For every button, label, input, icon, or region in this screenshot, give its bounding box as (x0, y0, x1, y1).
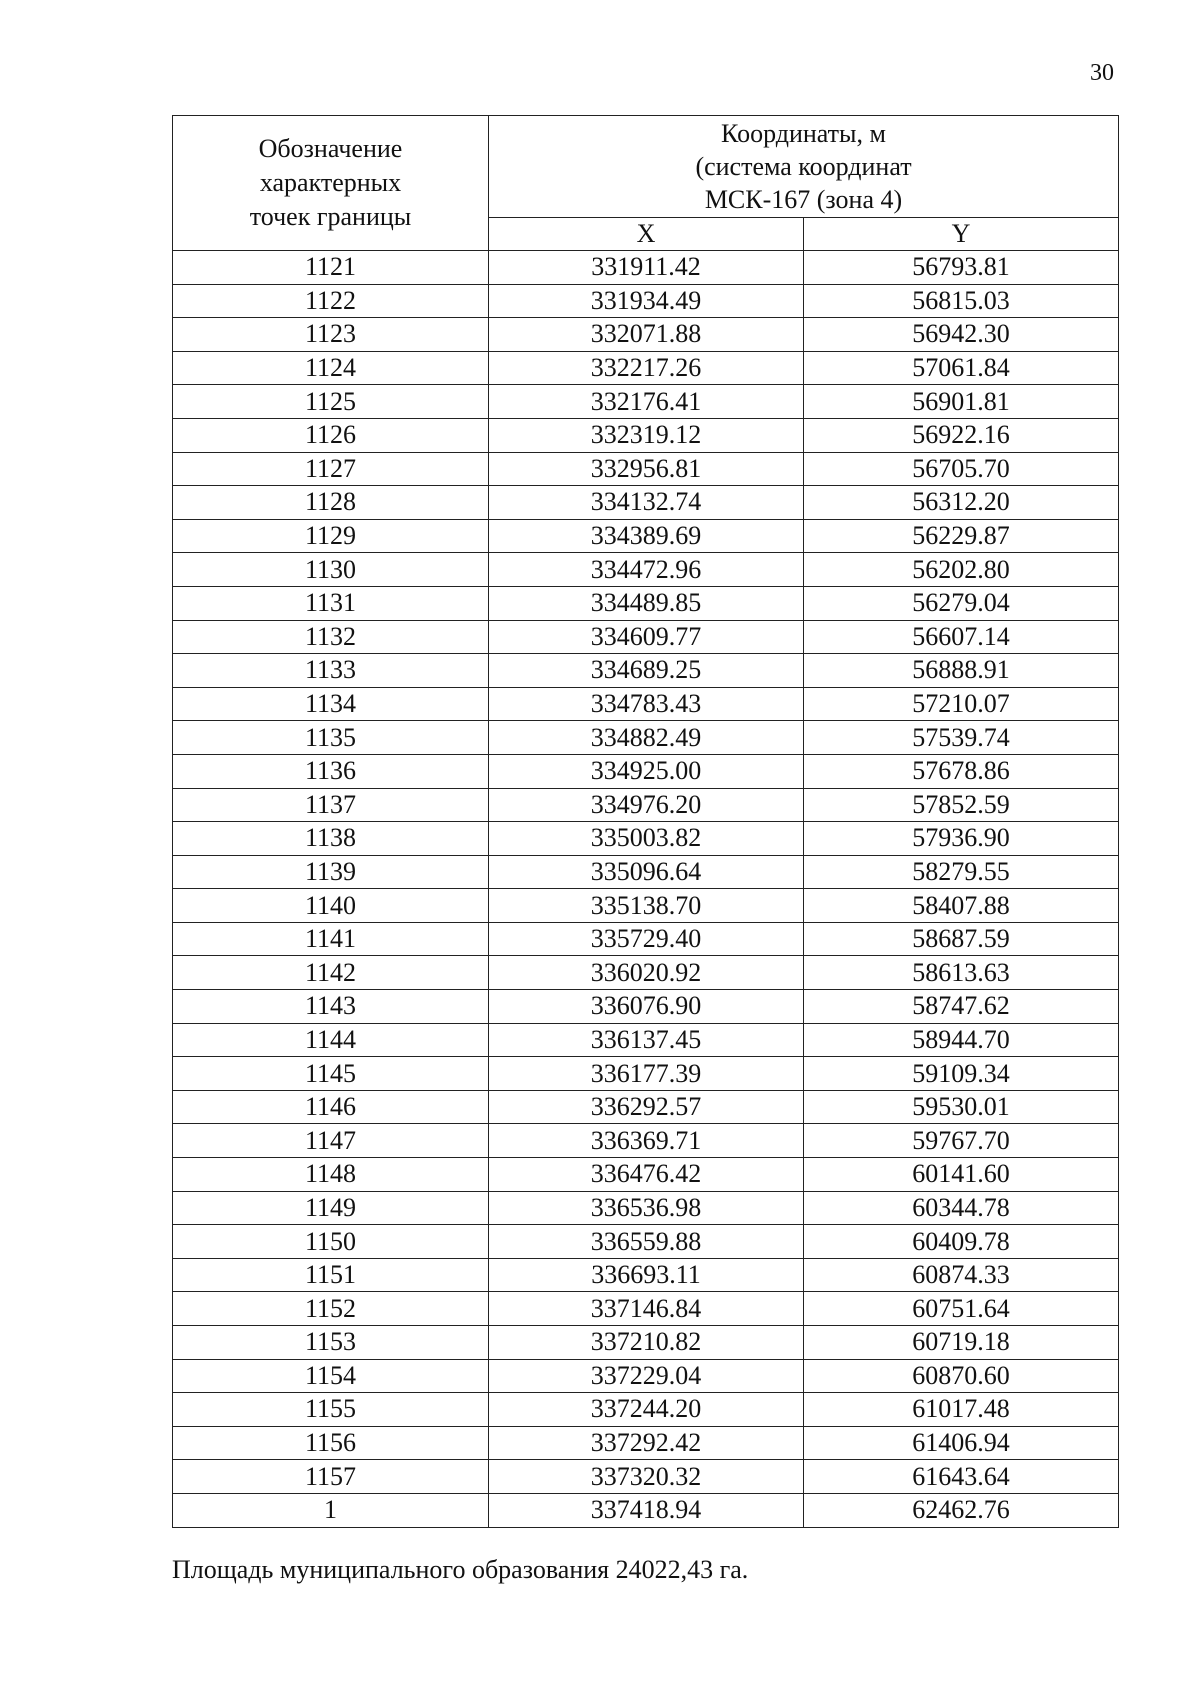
table-row (173, 1393, 1119, 1427)
point-id-cell: 1146 (173, 1090, 489, 1124)
table-row (173, 519, 1119, 553)
point-id-cell: 1142 (173, 956, 489, 990)
y-coordinate-cell: 56888.91 (804, 654, 1119, 688)
coords-header-line: (система координат (695, 151, 912, 181)
table-row (173, 1292, 1119, 1326)
y-coordinate-cell: 59109.34 (804, 1057, 1119, 1091)
y-coordinate-cell: 56815.03 (804, 284, 1119, 318)
point-id-cell: 1128 (173, 486, 489, 520)
y-coordinate-cell: 62462.76 (804, 1493, 1119, 1527)
y-coordinate-cell: 61406.94 (804, 1426, 1119, 1460)
area-note: Площадь муниципального образования 24022,43 га. (172, 1555, 749, 1584)
table-row (173, 452, 1119, 486)
y-coordinate-cell: 60870.60 (804, 1359, 1119, 1393)
table-row (173, 620, 1119, 654)
y-coordinate-cell: 57936.90 (804, 822, 1119, 856)
y-coordinate-cell: 60719.18 (804, 1326, 1119, 1360)
point-id-cell: 1122 (173, 284, 489, 318)
y-coordinate-cell: 60751.64 (804, 1292, 1119, 1326)
coords-header-line: Координаты, м (721, 118, 886, 148)
point-id-cell: 1125 (173, 385, 489, 419)
x-coordinate-cell: 337229.04 (489, 1359, 804, 1393)
table-row (173, 889, 1119, 923)
y-coordinate-cell: 58613.63 (804, 956, 1119, 990)
y-coordinate-cell: 56607.14 (804, 620, 1119, 654)
table-row (173, 1057, 1119, 1091)
y-coordinate-cell: 61643.64 (804, 1460, 1119, 1494)
y-coordinate-cell: 57678.86 (804, 754, 1119, 788)
table-row (173, 1158, 1119, 1192)
x-coordinate-cell: 332319.12 (489, 418, 804, 452)
point-id-cell: 1140 (173, 889, 489, 923)
x-coordinate-cell: 336137.45 (489, 1023, 804, 1057)
table-row (173, 1326, 1119, 1360)
point-id-cell: 1123 (173, 318, 489, 352)
point-id-cell: 1153 (173, 1326, 489, 1360)
point-id-cell: 1137 (173, 788, 489, 822)
y-coordinate-cell: 57061.84 (804, 351, 1119, 385)
table-row (173, 385, 1119, 419)
point-id-cell: 1136 (173, 754, 489, 788)
x-coordinate-cell: 337418.94 (489, 1493, 804, 1527)
x-coordinate-cell: 334489.85 (489, 586, 804, 620)
table-row (173, 1493, 1119, 1527)
x-coordinate-cell: 331911.42 (489, 251, 804, 285)
point-id-cell: 1151 (173, 1258, 489, 1292)
point-id-cell: 1124 (173, 351, 489, 385)
table-row (173, 1090, 1119, 1124)
point-id-cell: 1157 (173, 1460, 489, 1494)
table-row (173, 687, 1119, 721)
y-coordinate-cell: 56705.70 (804, 452, 1119, 486)
y-coordinate-cell: 60409.78 (804, 1225, 1119, 1259)
x-coordinate-cell: 337244.20 (489, 1393, 804, 1427)
y-coordinate-cell: 58279.55 (804, 855, 1119, 889)
x-coordinate-cell: 334689.25 (489, 654, 804, 688)
y-coordinate-cell: 56312.20 (804, 486, 1119, 520)
x-coordinate-cell: 335138.70 (489, 889, 804, 923)
table-row (173, 990, 1119, 1024)
y-coordinate-cell: 58747.62 (804, 990, 1119, 1024)
table-row (173, 654, 1119, 688)
x-coordinate-cell: 335729.40 (489, 922, 804, 956)
table-row (173, 1225, 1119, 1259)
point-id-cell: 1133 (173, 654, 489, 688)
coordinates-column-header (489, 116, 1119, 218)
y-coordinate-cell: 58944.70 (804, 1023, 1119, 1057)
y-coordinate-cell: 56793.81 (804, 251, 1119, 285)
x-coordinate-cell: 334882.49 (489, 721, 804, 755)
table-row (173, 351, 1119, 385)
point-id-cell: 1143 (173, 990, 489, 1024)
point-id-cell: 1131 (173, 586, 489, 620)
x-coordinate-cell: 332217.26 (489, 351, 804, 385)
table-row (173, 754, 1119, 788)
point-id-cell: 1134 (173, 687, 489, 721)
x-coordinate-cell: 334389.69 (489, 519, 804, 553)
point-id-cell: 1127 (173, 452, 489, 486)
table-row (173, 1023, 1119, 1057)
point-id-cell: 1149 (173, 1191, 489, 1225)
table-body (173, 251, 1119, 1528)
x-coordinate-cell: 332071.88 (489, 318, 804, 352)
table-row (173, 922, 1119, 956)
table-row (173, 586, 1119, 620)
table-row (173, 855, 1119, 889)
x-coordinate-cell: 332176.41 (489, 385, 804, 419)
y-coordinate-cell: 60344.78 (804, 1191, 1119, 1225)
x-coordinate-cell: 334976.20 (489, 788, 804, 822)
point-header-line: Обозначение (258, 134, 403, 163)
table-row (173, 553, 1119, 587)
point-id-cell: 1148 (173, 1158, 489, 1192)
table-row (173, 486, 1119, 520)
point-id-cell: 1 (173, 1493, 489, 1527)
coordinates-table (172, 115, 1119, 1528)
y-coordinate-cell: 56202.80 (804, 553, 1119, 587)
x-coordinate-cell: 336076.90 (489, 990, 804, 1024)
point-id-cell: 1155 (173, 1393, 489, 1427)
x-coordinate-cell: 336292.57 (489, 1090, 804, 1124)
x-coordinate-cell: 337320.32 (489, 1460, 804, 1494)
x-coordinate-cell: 336020.92 (489, 956, 804, 990)
y-column-header: Y (804, 217, 1119, 251)
table-row (173, 1258, 1119, 1292)
point-header-line: характерных (259, 168, 402, 197)
y-coordinate-cell: 58407.88 (804, 889, 1119, 923)
x-coordinate-cell: 334609.77 (489, 620, 804, 654)
table-row (173, 1426, 1119, 1460)
table-header (173, 116, 1119, 251)
table-row (173, 1359, 1119, 1393)
x-coordinate-cell: 336559.88 (489, 1225, 804, 1259)
coords-header-line: МСК-167 (зона 4) (704, 184, 903, 214)
y-coordinate-cell: 56922.16 (804, 418, 1119, 452)
point-id-cell: 1154 (173, 1359, 489, 1393)
x-coordinate-cell: 336369.71 (489, 1124, 804, 1158)
point-id-cell: 1135 (173, 721, 489, 755)
point-column-header (173, 116, 489, 251)
y-coordinate-cell: 57539.74 (804, 721, 1119, 755)
point-id-cell: 1141 (173, 922, 489, 956)
x-coordinate-cell: 334783.43 (489, 687, 804, 721)
point-id-cell: 1129 (173, 519, 489, 553)
y-coordinate-cell: 61017.48 (804, 1393, 1119, 1427)
point-id-cell: 1130 (173, 553, 489, 587)
point-id-cell: 1138 (173, 822, 489, 856)
x-coordinate-cell: 334132.74 (489, 486, 804, 520)
table-row (173, 1191, 1119, 1225)
x-coordinate-cell: 336476.42 (489, 1158, 804, 1192)
x-coordinate-cell: 335096.64 (489, 855, 804, 889)
x-coordinate-cell: 334925.00 (489, 754, 804, 788)
x-coordinate-cell: 337146.84 (489, 1292, 804, 1326)
table-row (173, 284, 1119, 318)
x-coordinate-cell: 335003.82 (489, 822, 804, 856)
table-row (173, 822, 1119, 856)
table-row (173, 721, 1119, 755)
y-coordinate-cell: 57210.07 (804, 687, 1119, 721)
point-id-cell: 1152 (173, 1292, 489, 1326)
y-coordinate-cell: 60141.60 (804, 1158, 1119, 1192)
point-id-cell: 1132 (173, 620, 489, 654)
point-id-cell: 1121 (173, 251, 489, 285)
x-coordinate-cell: 336693.11 (489, 1258, 804, 1292)
table-row (173, 788, 1119, 822)
y-coordinate-cell: 57852.59 (804, 788, 1119, 822)
table-row (173, 1460, 1119, 1494)
table-row (173, 956, 1119, 990)
y-coordinate-cell: 60874.33 (804, 1258, 1119, 1292)
x-coordinate-cell: 332956.81 (489, 452, 804, 486)
x-coordinate-cell: 336177.39 (489, 1057, 804, 1091)
x-coordinate-cell: 337292.42 (489, 1426, 804, 1460)
point-id-cell: 1126 (173, 418, 489, 452)
y-coordinate-cell: 56901.81 (804, 385, 1119, 419)
point-header-line: точек границы (249, 202, 412, 231)
table-row (173, 318, 1119, 352)
point-id-cell: 1144 (173, 1023, 489, 1057)
point-id-cell: 1139 (173, 855, 489, 889)
y-coordinate-cell: 59530.01 (804, 1090, 1119, 1124)
table-row (173, 418, 1119, 452)
x-coordinate-cell: 334472.96 (489, 553, 804, 587)
y-coordinate-cell: 59767.70 (804, 1124, 1119, 1158)
y-coordinate-cell: 56942.30 (804, 318, 1119, 352)
x-coordinate-cell: 336536.98 (489, 1191, 804, 1225)
table-row (173, 1124, 1119, 1158)
y-coordinate-cell: 58687.59 (804, 922, 1119, 956)
point-id-cell: 1150 (173, 1225, 489, 1259)
page-number: 30 (1090, 60, 1114, 86)
x-coordinate-cell: 331934.49 (489, 284, 804, 318)
y-coordinate-cell: 56279.04 (804, 586, 1119, 620)
y-coordinate-cell: 56229.87 (804, 519, 1119, 553)
point-id-cell: 1156 (173, 1426, 489, 1460)
point-id-cell: 1145 (173, 1057, 489, 1091)
table-row (173, 251, 1119, 285)
point-id-cell: 1147 (173, 1124, 489, 1158)
x-column-header: X (489, 217, 804, 251)
x-coordinate-cell: 337210.82 (489, 1326, 804, 1360)
